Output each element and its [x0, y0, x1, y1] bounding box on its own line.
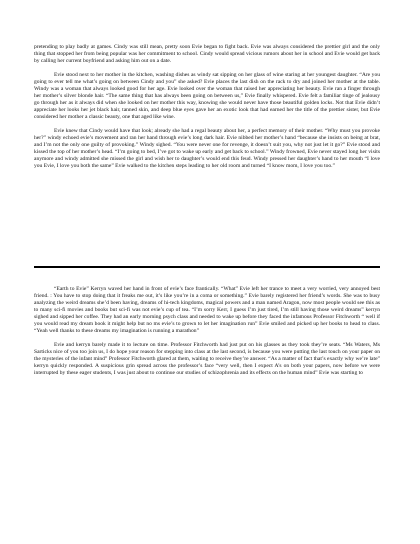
paragraph: Evie and kerryn barely made it to lecture on time. Professor Fitchworth had just put on his glasses as they took they’re seats. “Ms Waters, Ms Sarticks nice of you too join us, I do hope your reason for stepping into class at the last second, is because you were putting the last touch on your paper on the mysteries of the infant mind” Professor Fitchworth glared at them, waiting to receive they’re answer. “As a matter of fact that’s exactly why we’re late” kerryn quickly responded. A suspicious grin spread across the professor’s face “very well, then I expect A’s on both your papers, now before we were interrupted by these eager students, I was just about to continue our studies of schizophrenia and its effects on the human mind” Evie was starting to	[34, 342, 380, 376]
paragraph: Evie knew that Cindy would have that look; already she had a regal beauty about her, a perfect memory of their mother. “Why must you provoke her?” windy echoed evie’s movement and ran her hand through evie’s long dark hair. Evie nibbed her mother’s hand “because she insists on being at brat, and I’m not the only one guilty of provoking.” Windy sighed. “You were never one for revenge, it doesn’t suit you, why not just let it go?” Evie stood and kissed the top of her mother’s head. “I’m going to bed, I’ve got to wake up early and get back to school.” Windy frowned, Evie never stayed long her visits anymore and windy admitted she missed the girl and wish her to daughter’s would end this feud. Windy pressed her daughter’s hand to her mouth “I love you Evie, I love you both the same” Evie walked to the kitchen steps leading to her old room and turned “I know mom, I love you too.”	[34, 128, 380, 169]
paragraph: Evie stood next to her mother in the kitchen, washing dishes as windy sat sipping on her glass of wine staring at her youngest daughter. “Are you going to ever tell me what’s going on between Cindy and you” she asked? Evie places the last dish on the rack to dry and joined her mother at the table. Windy was a woman that always looked good for her age. Evie looked over the woman that raised her appreciating her beauty. Evie ran a finger through her mother’s silver blonde hair. “The same thing that has always been going on between us,” Evie finally whispered. Evie felt a familiar tinge of jealousy go through her as it always did when she looked on her mother this way, knowing she would never have those beautiful golden locks. Not that Evie didn’t appreciate her looks her jet black hair, tanned skin, and deep blue eyes gave her an exotic look that had earned her the title of the prettier sister, but Evie considered her mother a classic beauty, one that aged like wine.	[34, 72, 380, 120]
paragraph: “Earth to Evie” Kerryn waved her hand in front of evie’s face frantically. “What” Evie left her trance to meet a very worried, very annoyed best friend. : You have to stop doing that it freaks me out, it’s like you’re in a coma or something.” Evie barely registered her friend’s words. She was to busy analyzing the weird dreams she’d been having, dreams of hi-tech kingdoms, magical powers and a man named Aragon, now most people would see this as to many sci-fi movies and books but sci-fi was not evie’s cup of tea. “I’m sorry Kerr, I guess I’m just tired, I’m still having those weird dreams” kerryn sighed and sipped her coffee. They had an early morning psych class and needed to wake up before they faced the infamous Professor Fitchworth “ well if you would read my dream book it might help but no ms evie’s to grown to let her imagination run” Evie smiled and picked up her books to head to class. “Yeah well thanks to these dreams my imagination is running a marathon”	[34, 286, 380, 334]
text-block-upper	[34, 44, 380, 177]
text-block-lower	[34, 286, 380, 384]
paragraph: pretending to play badly at games. Cindy was still mean, pretty soon Evie began to fight back. Evie was always considered the prettier girl and the only thing that stopped her from being popular was her commitment to school. Cindy would spread vicious rumors about her in school and Evie would get back by calling her current boyfriend and asking him out on a date.	[34, 44, 380, 64]
section-divider	[34, 266, 380, 268]
